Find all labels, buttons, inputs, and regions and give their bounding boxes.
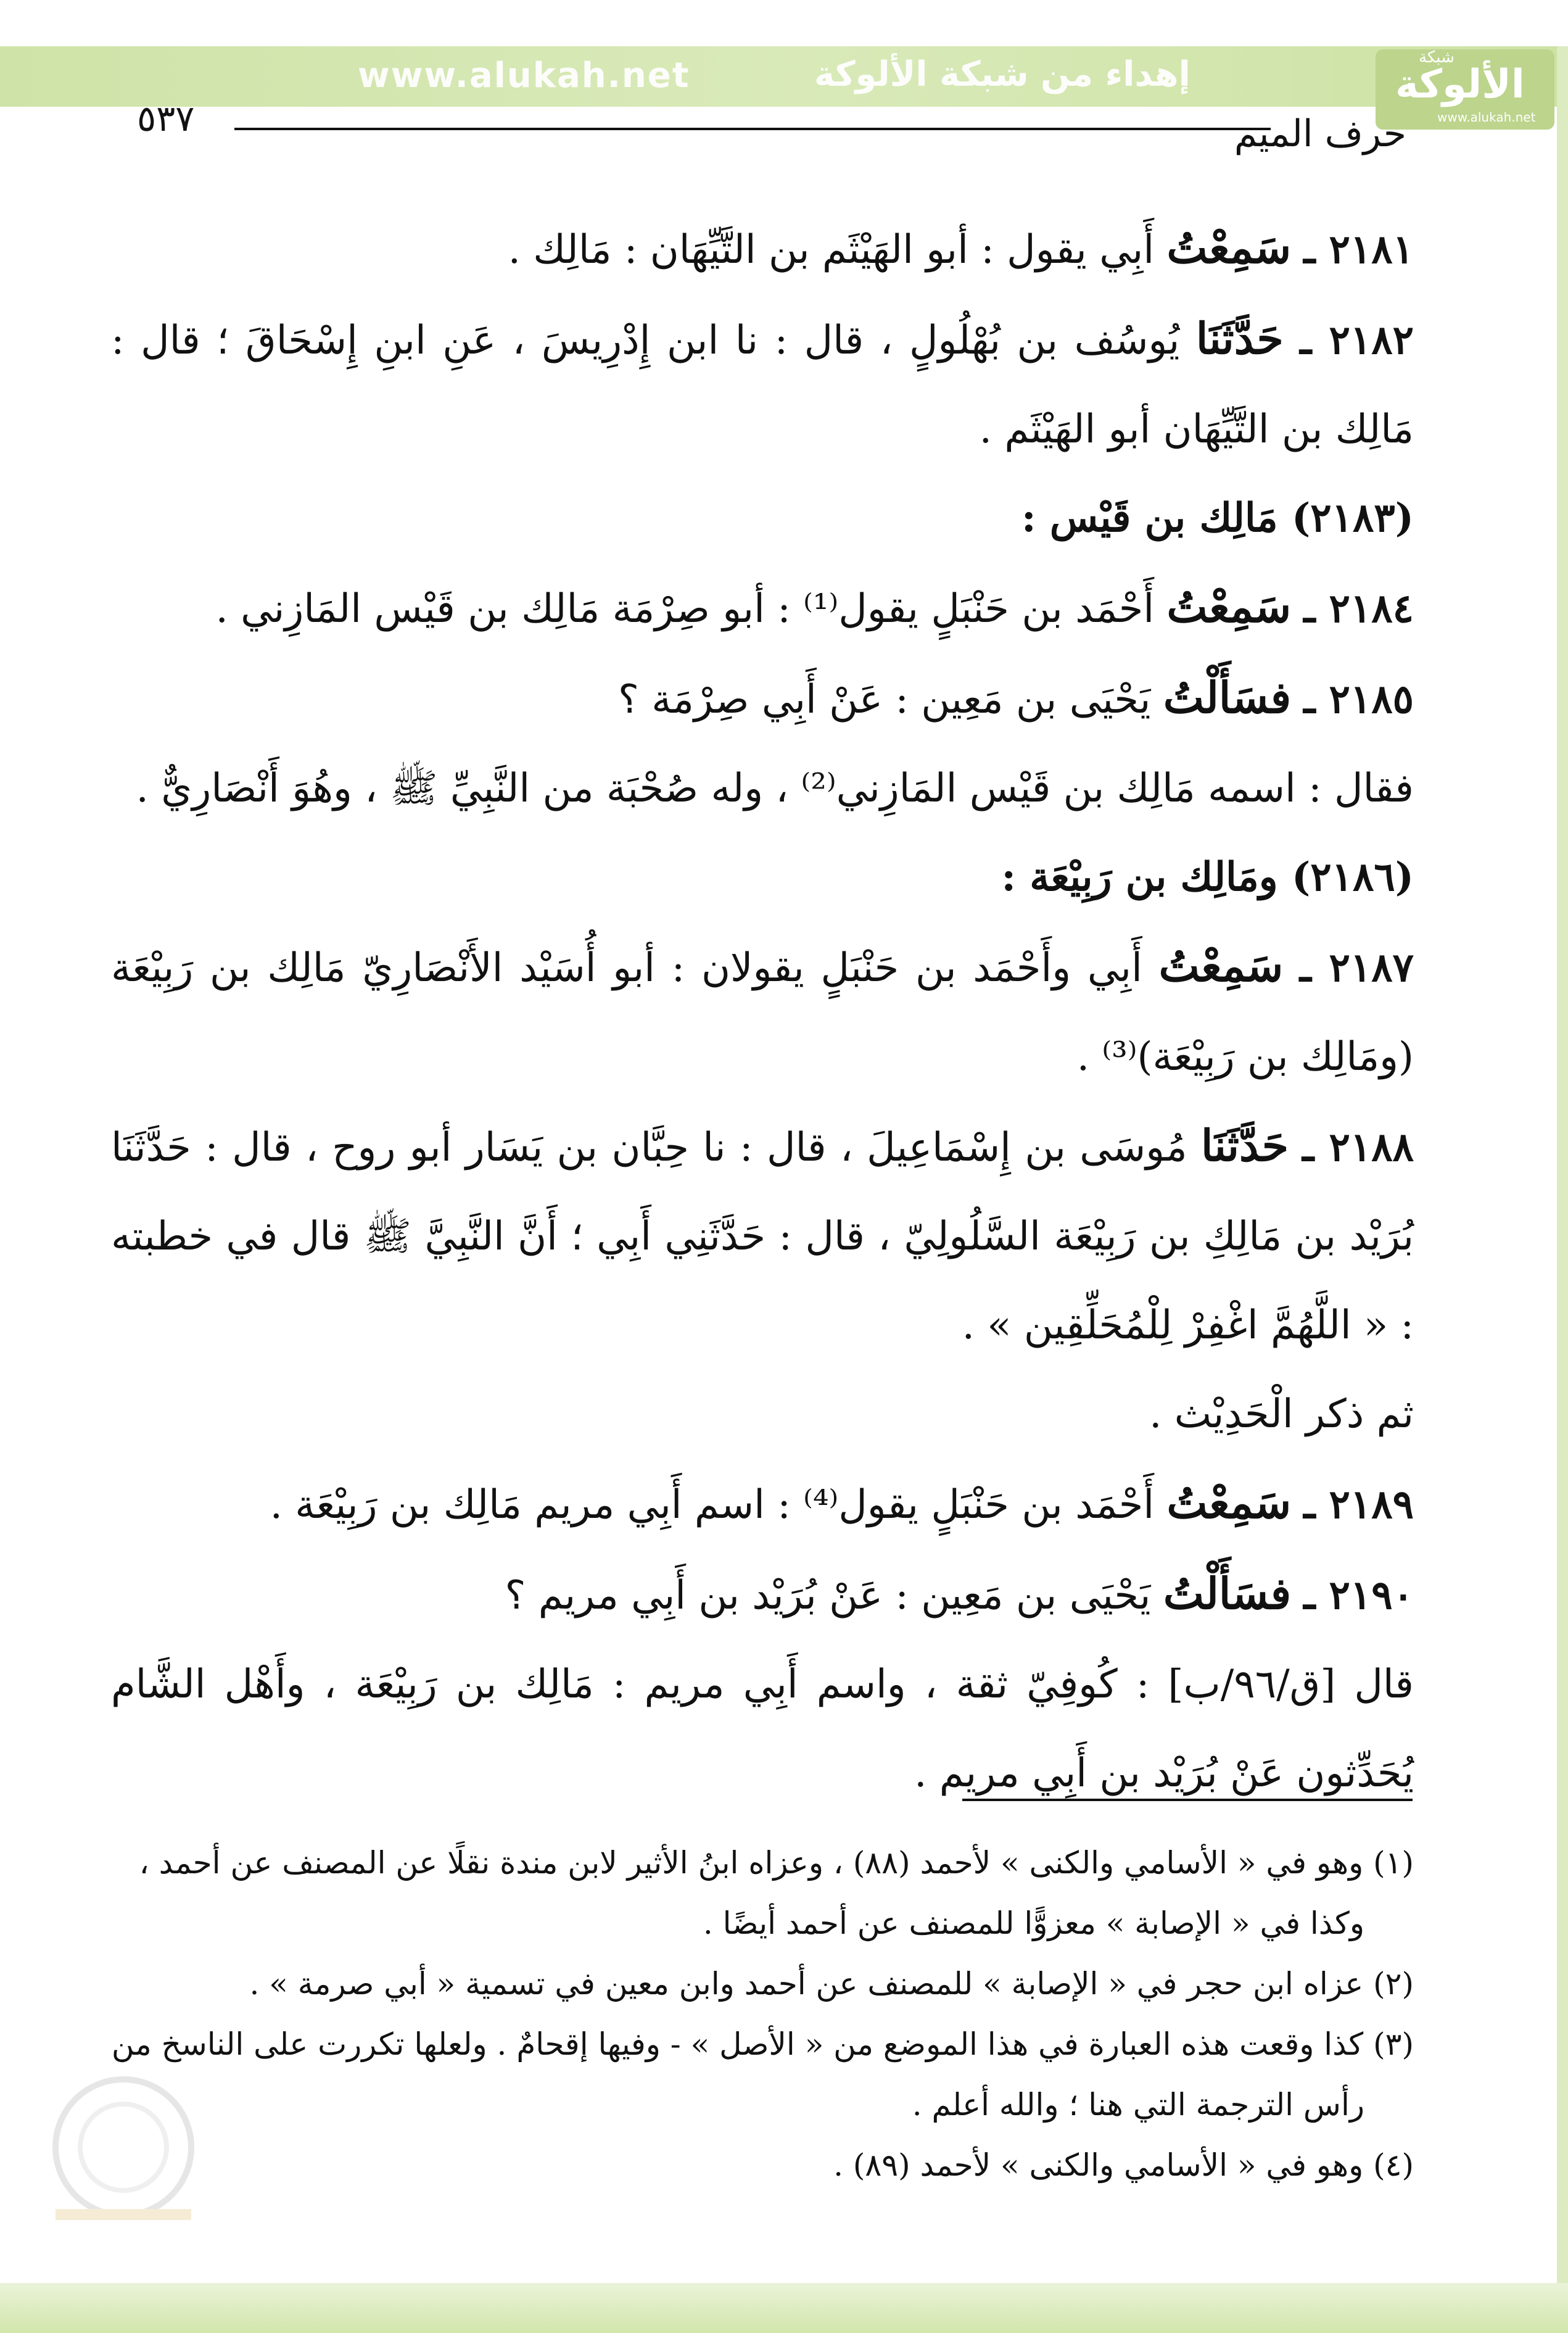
entry-keyword: حَدَّثَنَا [1201,1120,1289,1171]
entry-number: ٢١٨٩ ـ [1303,1481,1414,1528]
footnote-line: وكذا في « الإصابة » معزوًّا للمصنف عن أحمد أيضًا . [703,1905,1364,1941]
footnote-divider [962,1799,1413,1801]
text-paragraph [111,294,1414,474]
footnote-line: (٤) وهو في « الأسامي والكنى » لأحمد (٨٩) . [833,2147,1414,2183]
top-banner [0,46,1568,107]
entry-keyword: سَمِعْتُ [1166,581,1292,632]
entry-number: ٢١٨٥ ـ [1303,676,1414,723]
page-number: ٥٣٧ [137,97,195,139]
text-paragraph [111,922,1414,1101]
section-heading [111,474,1414,563]
entry-text: ثم ذكر الْحَدِيْث . [1149,1391,1414,1437]
running-title: حرف الميم [1234,112,1406,155]
alukah-logo-top: شبكة [1419,48,1455,67]
entry-text: أَبِي وأَحْمَد بن حَنْبَلٍ يقولان : أبو أُسَيْد الأَنْصَارِيّ مَالِك بن رَبِيْعَة (ومَالِك بن رَبِيْعَة)⁽³⁾ . [111,945,1414,1080]
footnote-line: رأس الترجمة التي هنا ؛ والله أعلم . [912,2087,1364,2123]
heading-text: (٢١٨٣) مَالِك بن قَيْس : [1021,495,1414,541]
text-paragraph [111,1640,1414,1818]
banner-url: www.alukah.net [358,56,690,96]
entry-text: قال [ق/٩٦/ب] : كُوفِيّ ثقة ، واسم أَبِي مريم : مَالِك بن رَبِيْعَة ، وأَهْل الشَّام يُحَدِّثون عَنْ بُرَيْد بن أَبِي مريم . [111,1662,1414,1796]
heading-text: (٢١٨٦) ومَالِك بن رَبِيْعَة : [1001,854,1414,900]
entry-number: ٢١٨٤ ـ [1303,586,1414,632]
text-paragraph [111,653,1414,744]
text-paragraph [111,1459,1414,1549]
entry-keyword: سَمِعْتُ [1166,1477,1292,1528]
entry-text: يَحْيَى بن مَعِين : عَنْ بُرَيْد بن أَبِي مريم ؟ [505,1573,1163,1618]
header-rule [234,128,1271,130]
text-paragraph [111,563,1414,653]
entry-number: ٢١٨٨ ـ [1302,1124,1414,1171]
entry-text: أَحْمَد بن حَنْبَلٍ يقول⁽¹⁾ : أبو صِرْمَة مَالِك بن قَيْس المَازِني . [215,586,1167,632]
text-paragraph [111,204,1414,294]
alukah-logo-text: الألوكة [1395,62,1525,107]
text-paragraph [111,1101,1414,1370]
text-paragraph [111,1549,1414,1640]
footnote-line: (٢) عزاه ابن حجر في « الإصابة » للمصنف عن أحمد وابن معين في تسمية « أبي صرمة » . [249,1966,1414,2002]
entry-number: ٢١٨٧ ـ [1300,945,1414,991]
text-paragraph [111,1370,1414,1459]
entry-text: فقال : اسمه مَالِك بن قَيْس المَازِني⁽²⁾ ، وله صُحْبَة من النَّبِيِّ ﷺ ، وهُوَ أَنْصَارِيٌّ . [136,766,1414,811]
bottom-bar [0,2283,1568,2333]
entry-keyword: فسَأَلْتُ [1163,1568,1292,1619]
section-heading [111,833,1414,922]
entry-keyword: حَدَّثَنَا [1195,313,1284,364]
entry-text: أَحْمَد بن حَنْبَلٍ يقول⁽⁴⁾ : اسم أَبِي مريم مَالِك بن رَبِيْعَة . [270,1482,1167,1528]
banner-dedication: إهداء من شبكة الألوكة [814,54,1190,94]
footnotes [111,1833,1414,2195]
right-margin-strip [1557,46,1568,2333]
entry-text: يُوسُف بن بُهْلُولٍ ، قال : نا ابن إِدْرِيسَ ، عَنِ ابنِ إِسْحَاقَ ؛ قال : مَالِك بن التَّيِّهَان أبو الهَيْثَم . [111,318,1414,452]
entry-number: ٢١٨١ ـ [1303,226,1414,273]
main-text [111,204,1414,1818]
footnote-line: (٣) كذا وقعت هذه العبارة في هذا الموضع من « الأصل » - وفيها إقحامٌ . ولعلها تكررت على الناسخ من [111,2026,1414,2062]
entry-number: ٢١٨٢ ـ [1300,317,1414,363]
footnote-line: (١) وهو في « الأسامي والكنى » لأحمد (٨٨) ، وعزاه ابنُ الأثير لابن مندة نقلًا عن المصنف عن أحمد ، [139,1845,1414,1881]
entry-text: أَبِي يقول : أبو الهَيْثَم بن التَّيِّهَان : مَالِك . [508,227,1167,273]
entry-text: مُوسَى بن إِسْمَاعِيلَ ، قال : نا حِبَّان بن يَسَار أبو روح ، قال : حَدَّثَنَا بُرَيْد بن مَالِكِ بن رَبِيْعَة السَّلُولِيّ ، قال : حَدَّثَنِي أَبِي ؛ أَنَّ النَّبِيَّ ﷺ قال في خطبته : « اللَّهُمَّ اغْفِرْ لِلْمُحَلِّقِين » . [111,1125,1414,1348]
entry-number: ٢١٩٠ ـ [1303,1572,1414,1618]
text-paragraph [111,744,1414,833]
entry-keyword: سَمِعْتُ [1158,940,1284,992]
entry-keyword: سَمِعْتُ [1166,222,1292,273]
alukah-logo-url: www.alukah.net [1437,110,1536,125]
publisher-watermark-icon [31,2055,216,2240]
entry-text: يَحْيَى بن مَعِين : عَنْ أَبِي صِرْمَة ؟ [617,677,1163,723]
entry-keyword: فسَأَلْتُ [1163,672,1292,723]
